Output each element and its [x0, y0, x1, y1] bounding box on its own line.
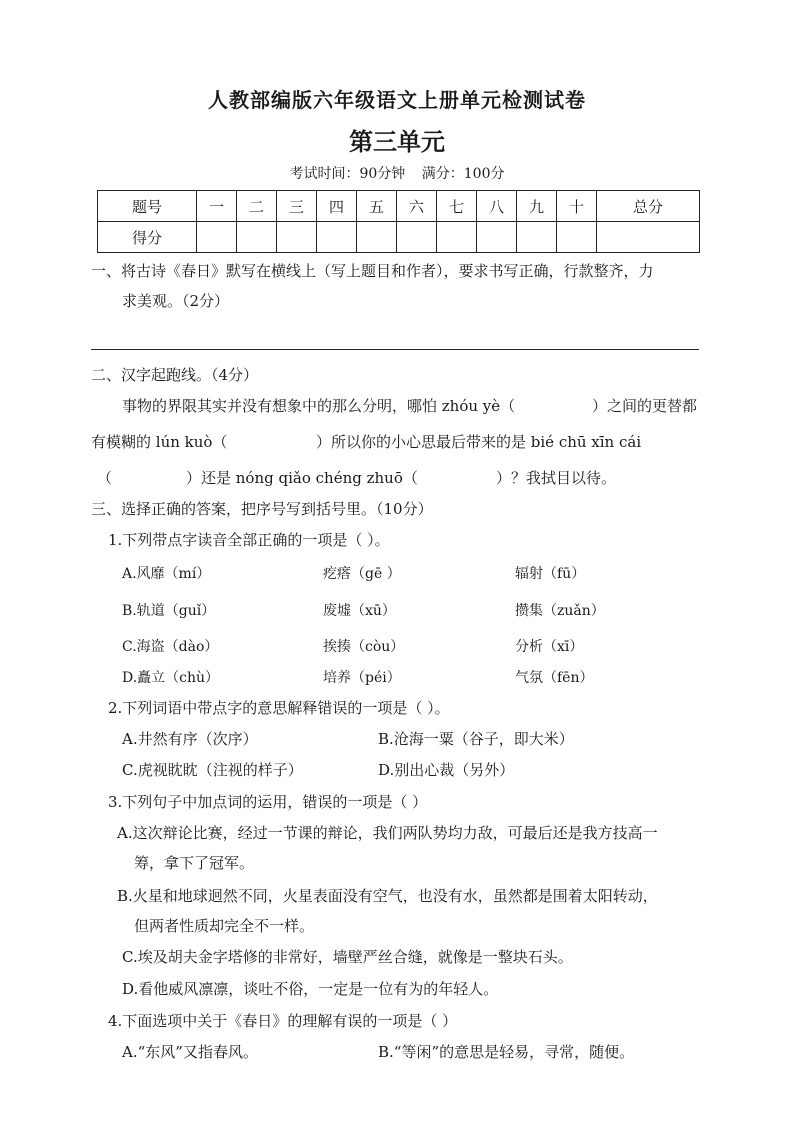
q3-4-stem: 4.下面选项中关于《春日》的理解有误的一项是（ ）: [108, 1012, 458, 1030]
table-cell: 八: [477, 191, 517, 222]
q3-1-stem: 1.下列带点字读音全部正确的一项是（ ）。: [108, 531, 390, 549]
table-cell: 题号: [98, 191, 197, 222]
q3-1-option: 废墟（xū）: [323, 603, 396, 619]
table-cell: 得分: [98, 222, 197, 253]
table-cell: 九: [517, 191, 557, 222]
score-entry-cell[interactable]: [277, 222, 317, 253]
q2-line3c: ）？我拭目以待。: [496, 469, 617, 487]
q3-1-option: A.风靡（mí）: [122, 566, 211, 582]
q3-1-option: 分析（xī）: [515, 639, 584, 655]
score-entry-cell[interactable]: [437, 222, 477, 253]
table-cell: 四: [317, 191, 357, 222]
exam-time: 考试时间：90分钟: [289, 166, 406, 182]
q3-3-option-b: B.火星和地球迥然不同，火星表面没有空气，也没有水，虽然都是围着太阳转动，: [117, 887, 658, 905]
q2-line1a: 事物的界限其实并没有想象中的那么分明，哪怕 zhóu yè（: [122, 397, 516, 415]
q2-line1b: ）之间的更替都: [592, 397, 698, 415]
q3-3-option-a-cont: 筹，拿下了冠军。: [134, 854, 255, 872]
table-cell: 五: [357, 191, 397, 222]
score-entry-cell[interactable]: [197, 222, 237, 253]
q3-1-option: 挨揍（còu）: [323, 639, 405, 655]
table-cell: 十: [557, 191, 597, 222]
q3-heading: 三、选择正确的答案，把序号写到括号里。（10分）: [91, 500, 433, 518]
table-cell: 二: [237, 191, 277, 222]
q3-3-option-a: A.这次辩论比赛，经过一节课的辩论，我们两队势均力敌，可最后还是我方技高一: [117, 824, 658, 842]
score-entry-cell[interactable]: [517, 222, 557, 253]
score-table: [97, 190, 700, 253]
q3-3-option-c: C.埃及胡夫金字塔修的非常好，墙壁严丝合缝，就像是一整块石头。: [122, 948, 573, 966]
q3-1-option: 疙瘩（gē ）: [323, 566, 401, 582]
q3-2-option-c: C.虎视眈眈（注视的样子）: [122, 761, 303, 779]
q3-1-option: B.轨道（guǐ）: [122, 603, 216, 619]
exam-title: 人教部编版六年级语文上册单元检测试卷: [208, 88, 586, 112]
score-entry-cell[interactable]: [237, 222, 277, 253]
q3-2-option-b: B.沧海一粟（谷子，即大米）: [378, 730, 574, 748]
q3-1-option: 气氛（fēn）: [515, 670, 594, 686]
q3-2-option-d: D.别出心裁（另外）: [378, 761, 515, 779]
q2-line2a: 有模糊的 lún kuò（: [91, 433, 228, 451]
score-entry-cell[interactable]: [317, 222, 357, 253]
unit-title: 第三单元: [349, 127, 445, 156]
q1-text-line2: 求美观。（2分）: [122, 292, 230, 310]
q2-heading: 二、汉字起跑线。（4分）: [91, 366, 259, 384]
score-table-score-row: [98, 222, 700, 253]
score-table-header-row: [98, 191, 700, 222]
score-entry-cell[interactable]: [557, 222, 597, 253]
table-cell: 三: [277, 191, 317, 222]
q3-1-option: 培养（péi）: [323, 670, 401, 686]
q1-answer-line[interactable]: [91, 349, 699, 350]
score-entry-cell[interactable]: [397, 222, 437, 253]
exam-meta: [0, 163, 794, 183]
table-cell: 一: [197, 191, 237, 222]
q1-text-line1: 一、将古诗《春日》默写在横线上（写上题目和作者），要求书写正确，行款整齐，力: [91, 262, 654, 280]
q3-2-option-a: A.井然有序（次序）: [122, 730, 258, 748]
q3-3-option-d: D.看他威风凛凛，谈吐不俗，一定是一位有为的年轻人。: [122, 980, 499, 998]
q3-4-option-a: A.“东风”又指春风。: [122, 1043, 258, 1061]
q3-1-option: 辐射（fū）: [515, 566, 586, 582]
q2-line3b: ）还是 nóng qiǎo chéng zhuō（: [186, 469, 418, 487]
q3-3-option-b-cont: 但两者性质却完全不一样。: [134, 917, 315, 935]
table-cell: 总分: [597, 191, 700, 222]
score-entry-cell[interactable]: [597, 222, 700, 253]
q2-line3a: （: [97, 469, 113, 487]
table-cell: 七: [437, 191, 477, 222]
table-cell: 六: [397, 191, 437, 222]
q3-1-option: 攒集（zuǎn）: [515, 603, 605, 619]
full-score: 满分：100分: [421, 166, 505, 182]
q2-line2b: ）所以你的小心思最后带来的是 bié chū xīn cái: [316, 433, 642, 451]
q3-4-option-b: B.“等闲”的意思是轻易，寻常，随便。: [378, 1043, 635, 1061]
q3-3-stem: 3.下列句子中加点词的运用，错误的一项是（ ）: [108, 793, 428, 811]
score-entry-cell[interactable]: [477, 222, 517, 253]
q3-1-option: D.矗立（chù）: [122, 670, 220, 686]
q3-1-option: C.海盗（dào）: [122, 639, 219, 655]
score-entry-cell[interactable]: [357, 222, 397, 253]
q3-2-stem: 2.下列词语中带点字的意思解释错误的一项是（ ）。: [108, 699, 450, 717]
